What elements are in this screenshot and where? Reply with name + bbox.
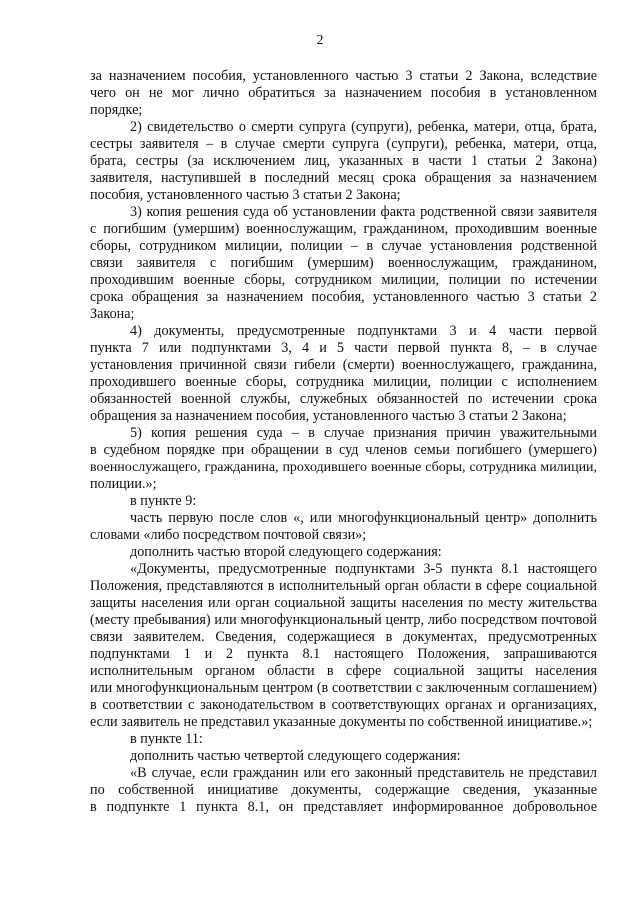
text-line: по собственной инициативе документы, содержащие сведения, указанные <box>90 782 597 798</box>
text-line: если заявитель не представил указанные документы по собственной инициативе.»; <box>90 714 593 730</box>
text-line: срока обращения за назначением пособия, установленного частью 3 статьи 2 <box>90 289 597 305</box>
text-line: военнослужащего, гражданина, проходившего военные сборы, сотрудника милиции, <box>90 460 597 475</box>
text-line: «Документы, предусмотренные подпунктами 3-5 пункта 8.1 настоящего <box>130 561 597 577</box>
text-line: связи заявителя с погибшим (умершим) военнослужащим, гражданином, <box>90 255 597 271</box>
text-line: 3) копия решения суда об установлении факта родственной связи заявителя <box>130 204 597 220</box>
text-line: в пункте 11: <box>130 731 203 747</box>
text-line: «В случае, если гражданин или его законный представитель не представил <box>130 765 597 781</box>
text-line: сборы, сотрудником милиции, полиции – в случае установления родственной <box>90 238 597 254</box>
text-line: полиции.»; <box>90 476 157 492</box>
text-line: подпунктами 1 и 2 пункта 8.1 настоящего Положения, запрашиваются <box>90 646 597 662</box>
text-line: установления причинной связи гибели (смерти) военнослужащего, гражданина, <box>90 357 597 373</box>
text-line: проходившего военные сборы, сотрудника милиции, полиции с исполнением <box>90 374 597 390</box>
text-line: или многофункциональным центром (в соответствии с заключенным соглашением) <box>90 680 597 696</box>
text-line: с погибшим (умершим) военнослужащим, гражданином, проходившим военные <box>90 221 597 237</box>
text-line: дополнить частью второй следующего содержания: <box>130 544 442 560</box>
text-line: 5) копия решения суда – в случае признания причин уважительными <box>130 425 597 441</box>
text-line: пункта 7 или подпунктами 3, 4 и 5 части первой пункта 8, – в случае <box>90 340 597 356</box>
text-line: в соответствии с законодательством в соответствующих органах и организациях, <box>90 697 597 713</box>
text-line: исполнительным органом области в сфере социальной защиты населения <box>90 663 597 679</box>
text-line: дополнить частью четвертой следующего содержания: <box>130 748 461 764</box>
text-line: защиты населения или орган социальной защиты населения по месту жительства <box>90 595 597 611</box>
text-line: сестры заявителя – в случае смерти супруга (супруги), ребенка, матери, отца, <box>90 136 597 152</box>
text-line: (месту пребывания) или многофункциональный центр, либо посредством почтовой <box>90 612 597 628</box>
text-line: в пункте 9: <box>130 493 197 509</box>
page-number: 2 <box>316 33 324 48</box>
text-line: Положения, представляются в исполнительный орган области в сфере социальной <box>90 578 597 594</box>
text-line: порядке; <box>90 102 143 118</box>
text-line: брата, сестры (за исключением лиц, указанных в части 1 статьи 2 Закона) <box>90 153 597 169</box>
text-line: за назначением пособия, установленного частью 3 статьи 2 Закона, вследствие <box>90 68 597 84</box>
text-line: 4) документы, предусмотренные подпунктами 3 и 4 части первой <box>130 323 597 339</box>
text-line: 2) свидетельство о смерти супруга (супруги), ребенка, матери, отца, брата, <box>130 119 597 135</box>
text-line: в подпункте 1 пункта 8.1, он представляет информированное добровольное <box>90 799 597 815</box>
text-line: словами «либо посредством почтовой связи»; <box>90 527 367 543</box>
text-line: обращения за назначением пособия, установленного частью 3 статьи 2 Закона; <box>90 408 567 424</box>
text-line: проходившим военные сборы, сотрудником милиции, полиции по истечении <box>90 272 597 288</box>
text-line: в судебном порядке при обращении в суд членов семьи погибшего (умершего) <box>90 442 597 458</box>
text-line: связи заявителем. Сведения, содержащиеся в документах, предусмотренных <box>90 629 597 645</box>
text-line: Закона; <box>90 306 135 322</box>
text-line: чего он не мог лично обратиться за назначением пособия в установленном <box>90 85 597 101</box>
text-line: пособия, установленного частью 3 статьи 2 Закона; <box>90 187 401 203</box>
text-line: заявителя, наступившей в последний месяц срока обращения за назначением <box>90 170 597 186</box>
text-line: часть первую после слов «, или многофункциональный центр» дополнить <box>130 510 597 526</box>
document-body <box>90 68 597 816</box>
text-line: обязанностей военной службы, служебных обязанностей по истечении срока <box>90 391 597 407</box>
